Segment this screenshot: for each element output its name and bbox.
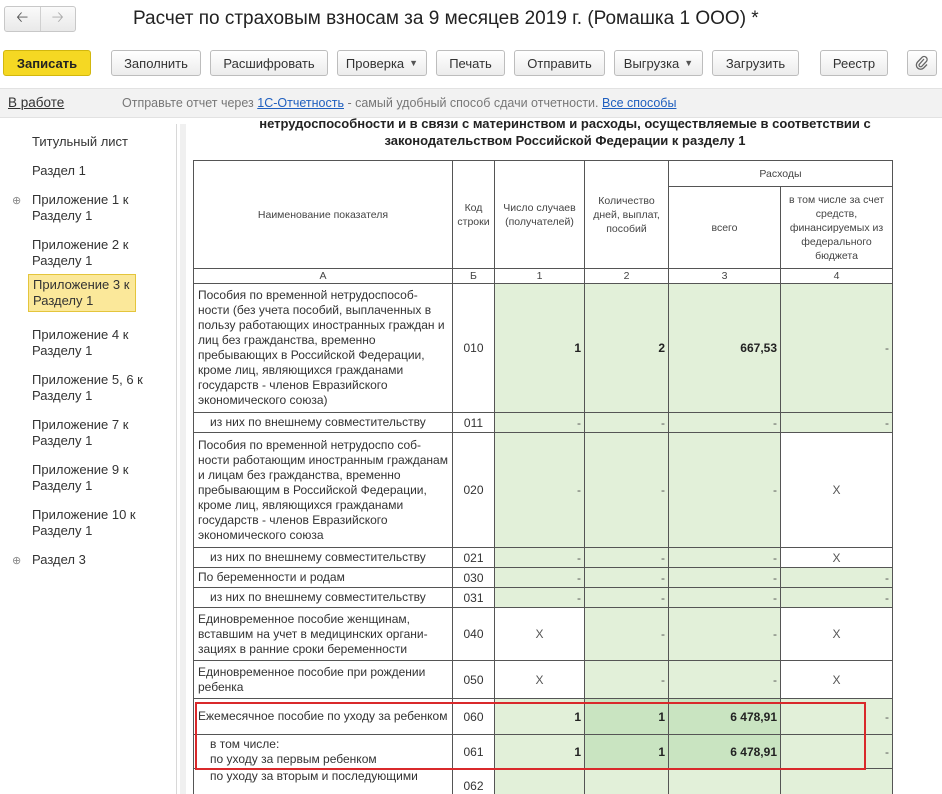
cell-federal[interactable]: - bbox=[781, 699, 893, 735]
cell-federal[interactable]: - bbox=[781, 588, 893, 608]
cell-total[interactable]: - bbox=[669, 588, 781, 608]
fill-button[interactable]: Заполнить bbox=[111, 50, 201, 76]
send-button[interactable]: Отправить bbox=[514, 50, 605, 76]
cell-days[interactable]: - bbox=[585, 548, 669, 568]
cell-federal: X bbox=[781, 433, 893, 548]
row-name: Единовременное пособие женщинам, вставшим на учет в медицинских органи-зациях в ранние сроки беременности bbox=[194, 608, 453, 661]
arrow-right-icon[interactable]: 🡢 bbox=[40, 7, 76, 31]
sidebar-item-label: Приложение 1 к Разделу 1 bbox=[32, 192, 129, 223]
arrow-left-icon[interactable]: 🡠 bbox=[16, 8, 29, 26]
column-number: Б bbox=[453, 269, 495, 284]
cell-total[interactable]: 667,53 bbox=[669, 284, 781, 413]
row-name: Пособия по временной нетрудоспо соб-ности работающим иностранным гражданам и лицам без гражданства, временно пребывающим в Российской Федерации, кроме лиц, являющихся гражданами государств - членов Евразийского экономического союза bbox=[194, 433, 453, 548]
sidebar-item-label: Приложение 3 к Разделу 1 bbox=[33, 277, 130, 308]
table-row bbox=[194, 661, 893, 699]
row-code: 020 bbox=[453, 433, 495, 548]
cell-federal[interactable]: - bbox=[781, 735, 893, 769]
cell-cases: X bbox=[495, 608, 585, 661]
toolbar bbox=[0, 50, 942, 80]
row-name: Единовременное пособие при рождении ребенка bbox=[194, 661, 453, 699]
row-code: 040 bbox=[453, 608, 495, 661]
header-code: Код строки bbox=[453, 161, 495, 269]
cell-cases[interactable]: - bbox=[495, 413, 585, 433]
cell-federal[interactable] bbox=[781, 769, 893, 794]
table-row bbox=[194, 608, 893, 661]
row-code: 021 bbox=[453, 548, 495, 568]
sidebar-item-appendix-5-6[interactable] bbox=[28, 370, 170, 406]
cell-federal: X bbox=[781, 608, 893, 661]
cell-cases[interactable]: - bbox=[495, 568, 585, 588]
header-federal: в том числе за счет средств, финансируемых из федерального бюджета bbox=[781, 187, 893, 269]
cell-days[interactable] bbox=[585, 769, 669, 794]
row-code: 062 bbox=[453, 769, 495, 794]
cell-cases[interactable]: 1 bbox=[495, 284, 585, 413]
column-number: А bbox=[194, 269, 453, 284]
cell-total[interactable]: - bbox=[669, 413, 781, 433]
column-number-row bbox=[194, 269, 893, 284]
column-number: 4 bbox=[781, 269, 893, 284]
sidebar bbox=[0, 124, 177, 794]
row-name: из них по внешнему совместительству bbox=[194, 548, 453, 568]
document-heading-line-1: нетрудоспособности и в связи с материнством и расходы, осуществляемые в соответствии с bbox=[259, 118, 871, 131]
row-code: 031 bbox=[453, 588, 495, 608]
print-button[interactable]: Печать bbox=[436, 50, 505, 76]
column-number: 1 bbox=[495, 269, 585, 284]
sidebar-item-section-3[interactable] bbox=[12, 550, 170, 570]
sidebar-item-label: Приложение 5, 6 к Разделу 1 bbox=[32, 372, 143, 403]
sidebar-item-label: Приложение 4 к Разделу 1 bbox=[32, 327, 129, 358]
cell-federal[interactable]: - bbox=[781, 284, 893, 413]
cell-days[interactable]: - bbox=[585, 608, 669, 661]
row-code: 030 bbox=[453, 568, 495, 588]
cell-days[interactable]: - bbox=[585, 588, 669, 608]
table-row bbox=[194, 548, 893, 568]
cell-federal[interactable]: - bbox=[781, 568, 893, 588]
cell-days[interactable]: - bbox=[585, 661, 669, 699]
cell-total[interactable] bbox=[669, 769, 781, 794]
header-name: Наименование показателя bbox=[194, 161, 453, 269]
sidebar-item-label: Титульный лист bbox=[32, 134, 129, 149]
cell-cases[interactable] bbox=[495, 769, 585, 794]
sidebar-item-appendix-10[interactable] bbox=[28, 505, 170, 541]
table-row bbox=[194, 433, 893, 548]
row-code: 050 bbox=[453, 661, 495, 699]
sidebar-item-appendix-1[interactable] bbox=[12, 190, 170, 226]
title-bar bbox=[0, 0, 942, 42]
sidebar-item-title-page[interactable] bbox=[28, 132, 170, 152]
paperclip-icon[interactable] bbox=[907, 50, 937, 76]
check-button-label: Проверка bbox=[345, 55, 405, 71]
sidebar-item-label: Раздел 3 bbox=[32, 552, 86, 567]
cell-cases[interactable]: - bbox=[495, 548, 585, 568]
cell-days[interactable]: - bbox=[585, 568, 669, 588]
row-name-line-2: по уходу за первым ребенком bbox=[210, 751, 377, 766]
link-all-methods[interactable]: Все способы bbox=[601, 96, 677, 110]
sidebar-item-appendix-4[interactable] bbox=[28, 325, 170, 361]
decode-button[interactable]: Расшифровать bbox=[210, 50, 328, 76]
cell-total[interactable]: - bbox=[669, 608, 781, 661]
load-button[interactable]: Загрузить bbox=[712, 50, 799, 76]
splitter[interactable] bbox=[180, 124, 186, 794]
status-link[interactable]: В работе bbox=[8, 95, 65, 110]
cell-days[interactable]: 1 bbox=[585, 735, 669, 769]
sidebar-item-appendix-3[interactable] bbox=[28, 274, 136, 312]
header-cases: Число случаев (получателей) bbox=[495, 161, 585, 269]
table-row bbox=[194, 588, 893, 608]
window-title: Расчет по страховым взносам за 9 месяцев 2019 г. (Ромашка 1 ООО) * bbox=[133, 8, 759, 29]
row-name: из них по внешнему совместительству bbox=[194, 588, 453, 608]
cell-days[interactable]: - bbox=[585, 413, 669, 433]
row-name-line-1: в том числе: bbox=[210, 736, 280, 751]
row-code: 061 bbox=[453, 735, 495, 769]
sidebar-item-appendix-9[interactable] bbox=[28, 460, 170, 496]
sidebar-item-label: Приложение 7 к Разделу 1 bbox=[32, 417, 129, 448]
table-row bbox=[194, 699, 893, 735]
document-heading-line-2: законодательством Российской Федерации к разделу 1 bbox=[384, 133, 746, 148]
row-code: 011 bbox=[453, 413, 495, 433]
save-button[interactable]: Записать bbox=[3, 50, 91, 76]
row-code: 010 bbox=[453, 284, 495, 413]
cell-federal[interactable]: - bbox=[781, 413, 893, 433]
table-row bbox=[194, 735, 893, 769]
cell-cases[interactable]: - bbox=[495, 588, 585, 608]
cell-federal: X bbox=[781, 548, 893, 568]
cell-cases[interactable]: - bbox=[495, 433, 585, 548]
cell-total[interactable]: - bbox=[669, 661, 781, 699]
info-text-before: Отправьте отчет через bbox=[122, 96, 258, 110]
cell-federal: X bbox=[781, 661, 893, 699]
cell-cases[interactable]: 1 bbox=[495, 735, 585, 769]
info-text-after: - самый удобный способ сдачи отчетности. bbox=[343, 96, 602, 110]
cell-cases: X bbox=[495, 661, 585, 699]
caret-down-icon: ▼ bbox=[684, 58, 694, 68]
cell-days[interactable]: - bbox=[585, 433, 669, 548]
export-button-label: Выгрузка bbox=[623, 55, 680, 71]
table-row bbox=[194, 284, 893, 413]
row-code: 060 bbox=[453, 699, 495, 735]
row-name: из них по внешнему совместительству bbox=[194, 413, 453, 433]
table-row bbox=[194, 413, 893, 433]
navigation-buttons bbox=[4, 6, 76, 32]
caret-down-icon: ▼ bbox=[409, 58, 419, 68]
sidebar-item-label: Приложение 2 к Разделу 1 bbox=[32, 237, 129, 268]
cell-days[interactable]: 1 bbox=[585, 699, 669, 735]
table-row bbox=[194, 769, 893, 794]
sidebar-item-label: Раздел 1 bbox=[32, 163, 86, 178]
expand-plus-icon[interactable]: ⊕ bbox=[12, 195, 22, 207]
sidebar-item-appendix-2[interactable] bbox=[28, 235, 170, 271]
row-name: Ежемесячное пособие по уходу за ребенком bbox=[194, 699, 453, 735]
cell-total[interactable]: - bbox=[669, 568, 781, 588]
header-days: Количество дней, выплат, пособий bbox=[585, 161, 669, 269]
info-bar bbox=[0, 88, 942, 118]
row-name: По беременности и родам bbox=[194, 568, 453, 588]
export-dropdown-button[interactable] bbox=[614, 50, 703, 76]
expand-plus-icon[interactable]: ⊕ bbox=[12, 555, 22, 567]
row-name: по уходу за вторым и последующими bbox=[194, 769, 453, 794]
sidebar-item-label: Приложение 10 к Разделу 1 bbox=[32, 507, 136, 538]
header-total: всего bbox=[669, 187, 781, 269]
registry-button[interactable]: Реестр bbox=[820, 50, 888, 76]
cell-cases[interactable]: 1 bbox=[495, 699, 585, 735]
column-number: 3 bbox=[669, 269, 781, 284]
cell-total[interactable]: - bbox=[669, 548, 781, 568]
row-name bbox=[194, 735, 453, 769]
cell-total[interactable]: 6 478,91 bbox=[669, 735, 781, 769]
row-name: Пособия по временной нетрудоспособ-ности (без учета пособий, выплаченных в пользу работающих иностранных граждан и лиц без гражданства, временно пребывающих в Российской Федерации, кроме лиц, являющихся гражданами государств - членов Евразийского экономического союза) bbox=[194, 284, 453, 413]
link-1c-reporting[interactable]: 1С-Отчетность bbox=[257, 96, 344, 110]
column-number: 2 bbox=[585, 269, 669, 284]
cell-total[interactable]: - bbox=[669, 433, 781, 548]
cell-total[interactable]: 6 478,91 bbox=[669, 699, 781, 735]
check-dropdown-button[interactable] bbox=[337, 50, 427, 76]
report-document bbox=[188, 118, 942, 794]
header-row bbox=[194, 161, 893, 187]
sidebar-item-label: Приложение 9 к Разделу 1 bbox=[32, 462, 129, 493]
header-expenses: Расходы bbox=[669, 161, 893, 187]
cell-days[interactable]: 2 bbox=[585, 284, 669, 413]
info-message bbox=[122, 96, 676, 110]
sidebar-item-section-1[interactable] bbox=[28, 161, 170, 181]
report-table bbox=[193, 160, 893, 794]
sidebar-item-appendix-7[interactable] bbox=[28, 415, 170, 451]
table-row bbox=[194, 568, 893, 588]
